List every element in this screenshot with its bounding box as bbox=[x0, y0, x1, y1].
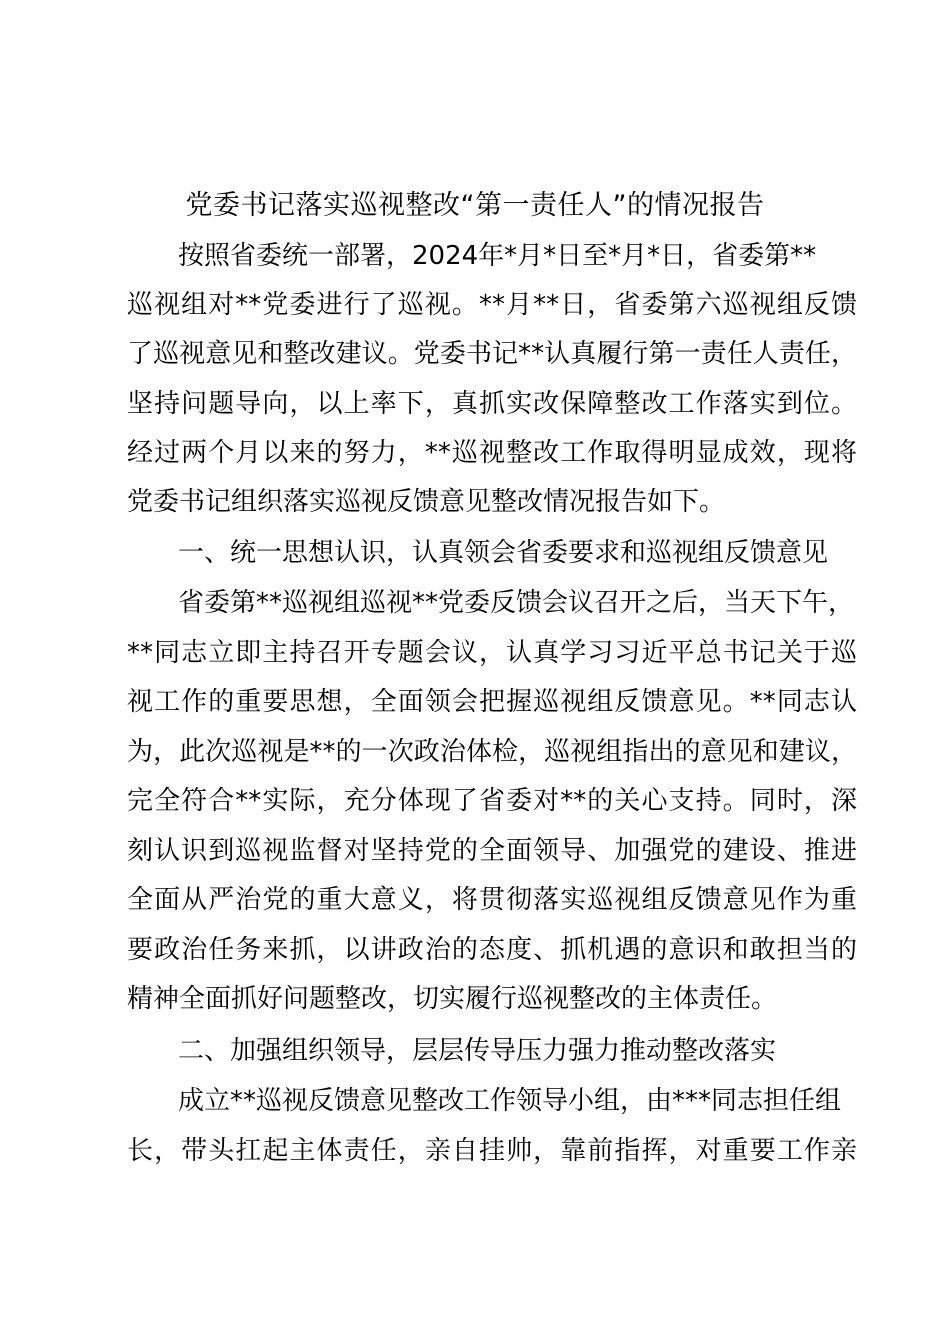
paragraph-2-line-9: 精神全面抓好问题整改，切实履行巡视整改的主体责任。 bbox=[127, 984, 778, 1014]
document-title: 党委书记落实巡视整改“第一责任人”的情况报告 bbox=[185, 190, 765, 221]
paragraph-2-line-3: 视工作的重要思想，全面领会把握巡视组反馈意见。**同志认 bbox=[127, 687, 857, 717]
section-heading-2: 二、加强组织领导，层层传导压力强力推动整改落实 bbox=[178, 1036, 777, 1066]
paragraph-2-line-7: 全面从严治党的重大意义，将贯彻落实巡视组反馈意见作为重 bbox=[127, 885, 857, 915]
paragraph-3-line-1: 成立**巡视反馈意见整改工作领导小组，由***同志担任组 bbox=[178, 1086, 842, 1116]
paragraph-1-line-4: 坚持问题导向，以上率下，真抓实改保障整改工作落实到位。 bbox=[127, 389, 857, 419]
paragraph-3-line-2: 长，带头扛起主体责任，亲自挂帅，靠前指挥，对重要工作亲 bbox=[127, 1136, 857, 1166]
paragraph-1-line-6: 党委书记组织落实巡视反馈意见整改情况报告如下。 bbox=[127, 487, 726, 517]
paragraph-2-line-8: 要政治任务来抓，以讲政治的态度、抓机遇的意识和敢担当的 bbox=[127, 935, 857, 965]
section-heading-1: 一、统一思想认识，认真领会省委要求和巡视组反馈意见 bbox=[178, 538, 829, 568]
paragraph-2-line-6: 刻认识到巡视监督对坚持党的全面领导、加强党的建设、推进 bbox=[127, 836, 857, 866]
paragraph-1-line-3: 了巡视意见和整改建议。党委书记**认真履行第一责任人责任， bbox=[127, 339, 857, 369]
paragraph-1-line-2: 巡视组对**党委进行了巡视。**月**日，省委第六巡视组反馈 bbox=[127, 290, 857, 320]
paragraph-1-line-5: 经过两个月以来的努力，**巡视整改工作取得明显成效，现将 bbox=[127, 438, 857, 468]
paragraph-2-line-2: **同志立即主持召开专题会议，认真学习习近平总书记关于巡 bbox=[127, 638, 857, 668]
paragraph-1-line-1: 按照省委统一部署，2024年*月*日至*月*日，省委第** bbox=[178, 241, 817, 271]
paragraph-2-line-1: 省委第**巡视组巡视**党委反馈会议召开之后，当天下午， bbox=[178, 588, 855, 618]
paragraph-2-line-4: 为，此次巡视是**的一次政治体检，巡视组指出的意见和建议， bbox=[127, 737, 857, 767]
paragraph-2-line-5: 完全符合**实际，充分体现了省委对**的关心支持。同时，深 bbox=[127, 786, 857, 816]
